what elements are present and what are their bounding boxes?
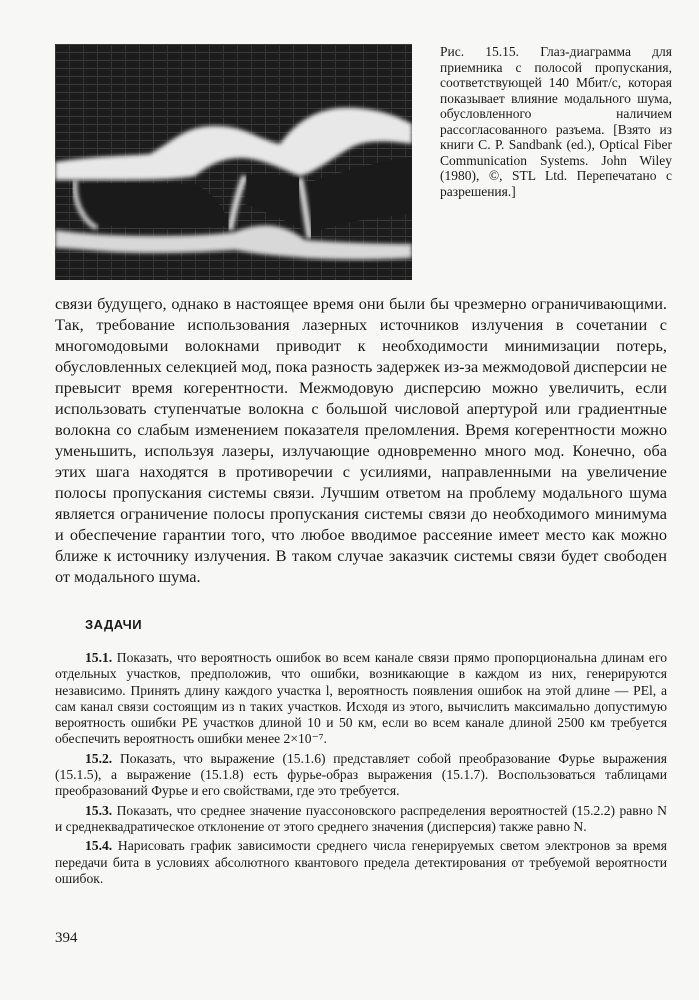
page-number: 394 (55, 930, 78, 946)
problem-item (55, 838, 667, 887)
problem-number: 15.2. (85, 750, 113, 766)
problem-text: Показать, что выражение (15.1.6) представляет собой преобразование Фурье выражения (15.1.5), а выражение (15.1.8) есть фурье-образ выражения (15.1.7). Воспользоваться таблицами преобразований Фурье и его свойствами, где это требуется. (55, 750, 667, 799)
problem-item (55, 803, 667, 836)
figure-caption-text: Рис. 15.15. Глаз-диаграмма для приемника с полосой пропускания, соответствующей 140 Мбит/с, которая показывает влияние модального шума, обусловленного наличием рассогласованного разъема. [Взято из книги C. P. Sandbank (ed.), Optical Fiber Communication Systems. John Wiley (1980), ©, STL Ltd. Перепечатано с разрешения.] (440, 44, 672, 199)
section-heading: ЗАДАЧИ (85, 617, 143, 632)
problem-text: Показать, что вероятность ошибок во всем канале связи прямо пропорциональна длинам его отдельных участков, предположив, что ошибки, возникающие в каждом из них, генерируются независимо. Принять длину каждого участка l, вероятность появления ошибок на этой длине — PEl, а сам канал связи состоящим из n таких участков. Исходя из этого, вычислить максимально допустимую вероятность ошибки PE участков длиной 10 и 50 км, если во всем канале длиной 2500 км требуется обеспечить вероятность ошибки менее 2×10⁻⁷. (55, 650, 667, 747)
eye-diagram-graphic (55, 44, 412, 280)
problem-item (55, 650, 667, 748)
problem-text: Показать, что среднее значение пуассоновского распределения вероятностей (15.2.2) равно N и среднеквадратическое отклонение от этого среднего значения (дисперсия) также равно N. (55, 802, 667, 834)
body-paragraph: связи будущего, однако в настоящее время они были бы чрезмерно ограничивающими. Так, требование использования лазерных источников излучения в сочетании с многомодовыми волокнами приводит к необходимости минимизации потерь, обусловленных селекцией мод, пока разность задержек из-за межмодовой дисперсии не превысит время когерентности. Межмодовую дисперсию можно увеличить, если использовать ступенчатые волокна с большой числовой апертурой или градиентные волокна со слабым изменением показателя преломления. Время когерентности можно уменьшить, используя лазеры, излучающие одновременно много мод. Конечно, оба этих шага находятся в противоречии с усилиями, направленными на увеличение полосы пропускания системы связи. Лучшим ответом на проблему модального шума является ограничение полосы пропускания системы связи до необходимого минимума и обеспечение гарантии того, что любое вводимое рассеяние имеет место как можно ближе к источнику излучения. В таком случае заказчик системы связи будет свободен от модального шума. (55, 294, 667, 586)
problem-text: Нарисовать график зависимости среднего числа генерируемых светом электронов за время передачи бита в условиях абсолютного квантового предела детектирования от требуемой вероятности ошибок. (55, 838, 667, 886)
problems-list (55, 650, 667, 890)
figure-caption (440, 44, 672, 199)
problem-number: 15.3. (85, 802, 113, 818)
problem-number: 15.1. (85, 650, 113, 665)
problem-item (55, 751, 667, 800)
eye-diagram-photo (55, 44, 412, 280)
problem-number: 15.4. (85, 838, 113, 854)
body-text (55, 293, 667, 587)
